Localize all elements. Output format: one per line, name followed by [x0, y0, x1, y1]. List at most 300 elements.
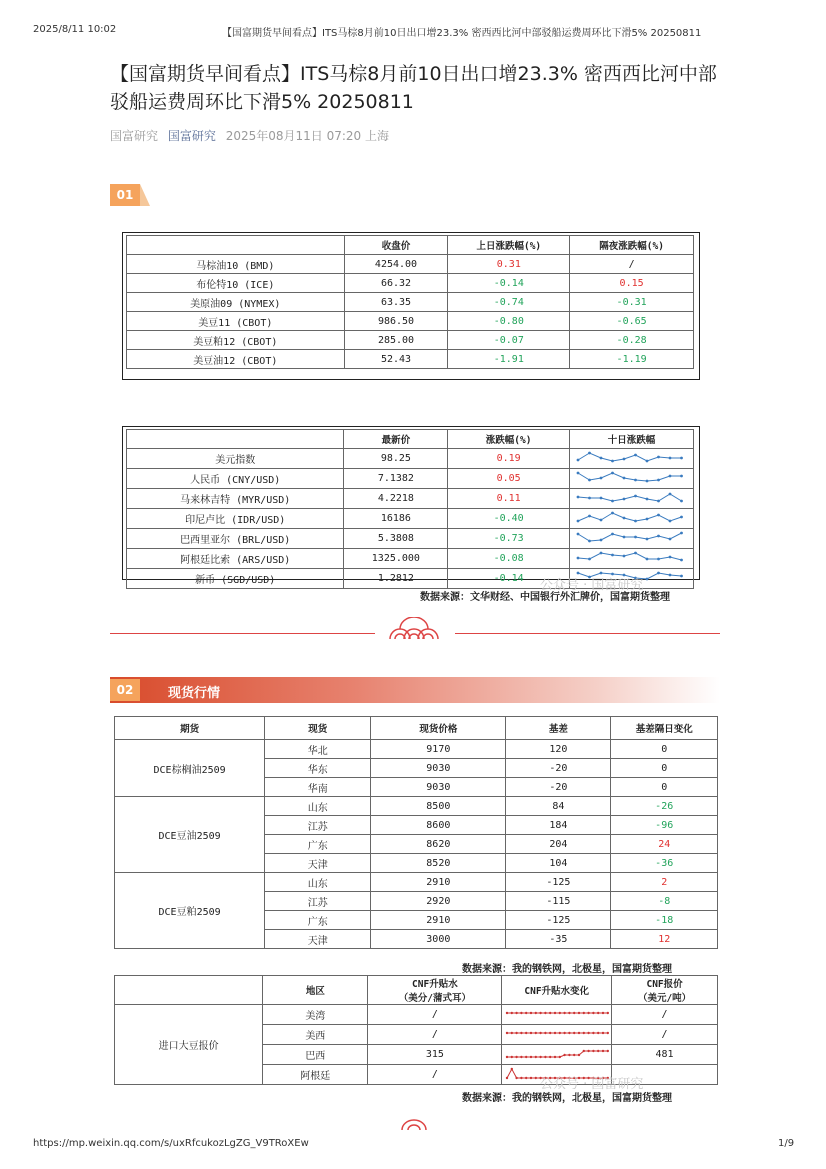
row-label: 美豆11 (CBOT) [127, 312, 345, 331]
sparkline-point [539, 1012, 541, 1014]
sparkline-point [573, 1012, 575, 1014]
sparkline-point [534, 1032, 536, 1034]
row-label: 马来林吉特 (MYR/USD) [127, 489, 344, 509]
row-label: 人民币 (CNY/USD) [127, 469, 344, 489]
sparkline-point [669, 574, 672, 577]
ten-day-sparkline [569, 509, 693, 529]
sparkline-chart [572, 469, 690, 485]
sparkline-point [515, 1056, 517, 1058]
row-label: 布伦特10 (ICE) [127, 274, 345, 293]
sparkline-point [558, 1056, 560, 1058]
sparkline-point [558, 1012, 560, 1014]
basis: -125 [506, 873, 611, 892]
sparkline-point [658, 500, 661, 503]
table-header-row [127, 236, 694, 255]
sparkline-point [549, 1032, 551, 1034]
sparkline-chart [504, 1025, 610, 1041]
soybean-import-table [114, 975, 718, 1085]
sparkline-point [506, 1032, 508, 1034]
sparkline-point [623, 477, 626, 480]
close-price: 986.50 [344, 312, 448, 331]
region: 华北 [265, 740, 371, 759]
latest-price: 4.2218 [344, 489, 448, 509]
basis: 184 [506, 816, 611, 835]
sparkline-point [681, 475, 684, 478]
sparkline-point [669, 538, 672, 541]
header-cell: 十日涨跌幅 [569, 430, 693, 449]
print-datetime: 2025/8/11 10:02 [33, 24, 117, 35]
ten-day-sparkline [569, 549, 693, 569]
watermark: 公众号 · 国富研究 [540, 1077, 644, 1092]
change-prev-day: -0.07 [448, 331, 570, 350]
ten-day-sparkline [569, 529, 693, 549]
spot-price-table [114, 716, 718, 949]
header-cell [115, 976, 263, 1005]
sparkline-point [549, 1012, 551, 1014]
change-pct: -0.14 [448, 569, 570, 589]
sparkline-point [635, 552, 638, 555]
cnf-premium: / [368, 1005, 502, 1025]
sparkline-point [612, 472, 615, 475]
basis-change: 0 [611, 759, 718, 778]
sparkline-point [515, 1077, 517, 1079]
header-cell: 收盘价 [344, 236, 448, 255]
author: 国富研究 [110, 129, 159, 143]
sparkline-point [658, 456, 661, 459]
sparkline-chart [572, 449, 690, 465]
change-prev-day: -1.91 [448, 350, 570, 369]
cnf-premium: 315 [368, 1045, 502, 1065]
sparkline-point [602, 1050, 604, 1052]
sparkline-line [578, 453, 682, 461]
sparkline-point [589, 452, 592, 455]
row-label: 马棕油10 (BMD) [127, 255, 345, 274]
table-row [127, 255, 694, 274]
sparkline-chart [572, 489, 690, 505]
close-price: 52.43 [344, 350, 448, 369]
sparkline-point [510, 1012, 512, 1014]
sparkline-point [623, 517, 626, 520]
header-cell: CNF升贴水变化 [502, 976, 612, 1005]
table-row [115, 740, 718, 759]
row-label: 印尼卢比 (IDR/USD) [127, 509, 344, 529]
sparkline-chart [504, 1045, 610, 1061]
sparkline-point [612, 512, 615, 515]
sparkline-point [577, 557, 580, 560]
sparkline-point [506, 1056, 508, 1058]
article-meta [110, 127, 389, 144]
section-number: 02 [110, 679, 140, 701]
basis-change: 12 [611, 930, 718, 949]
cnf-premium: / [368, 1025, 502, 1045]
sparkline-chart [504, 1005, 610, 1021]
region: 天津 [265, 930, 371, 949]
basis-change: 24 [611, 835, 718, 854]
spot-price: 8500 [371, 797, 506, 816]
basis: -20 [506, 778, 611, 797]
table-row [127, 529, 694, 549]
cloud-ornament-icon [386, 617, 442, 641]
sparkline-point [623, 555, 626, 558]
sparkline-point [554, 1012, 556, 1014]
sparkline-point [520, 1056, 522, 1058]
header-cell: 现货 [265, 717, 371, 740]
sparkline-point [602, 1012, 604, 1014]
sparkline-point [600, 552, 603, 555]
header-cell: CNF报价 （美元/吨） [612, 976, 718, 1005]
header-cell: 期货 [115, 717, 265, 740]
sparkline-point [515, 1012, 517, 1014]
change-prev-day: -0.74 [448, 293, 570, 312]
region: 美湾 [263, 1005, 368, 1025]
sparkline-point [623, 458, 626, 461]
sparkline-point [520, 1032, 522, 1034]
latest-price: 5.3808 [344, 529, 448, 549]
header-cell: 现货价格 [371, 717, 506, 740]
section-number: 01 [110, 184, 140, 206]
sparkline-point [578, 1032, 580, 1034]
change-overnight: -0.28 [570, 331, 694, 350]
sparkline-point [658, 572, 661, 575]
region: 华东 [265, 759, 371, 778]
sparkline-point [525, 1056, 527, 1058]
spot-price: 9030 [371, 778, 506, 797]
sparkline-point [539, 1056, 541, 1058]
sparkline-point [600, 539, 603, 542]
row-label: 美豆油12 (CBOT) [127, 350, 345, 369]
sparkline-point [530, 1077, 532, 1079]
sparkline-point [525, 1077, 527, 1079]
spot-price: 2920 [371, 892, 506, 911]
sparkline-point [635, 520, 638, 523]
header-cell [127, 236, 345, 255]
premium-change-sparkline [502, 1025, 612, 1045]
header-cell: 地区 [263, 976, 368, 1005]
print-url: https://mp.weixin.qq.com/s/uxRfcukozLgZG_V9TRoXEw [33, 1138, 309, 1149]
table-row [127, 549, 694, 569]
sparkline-point [578, 1012, 580, 1014]
sparkline-point [658, 514, 661, 517]
basis-change: -26 [611, 797, 718, 816]
region: 广东 [265, 911, 371, 930]
sparkline-point [597, 1050, 599, 1052]
row-label: 阿根廷比索 (ARS/USD) [127, 549, 344, 569]
sparkline-point [669, 556, 672, 559]
sparkline-point [646, 460, 649, 463]
ten-day-sparkline [569, 489, 693, 509]
sparkline-point [577, 496, 580, 499]
basis-change: 0 [611, 778, 718, 797]
basis-change: -36 [611, 854, 718, 873]
table-row [115, 873, 718, 892]
sparkline-point [597, 1012, 599, 1014]
table-row [127, 350, 694, 369]
header-cell: 涨跌幅(%) [448, 430, 570, 449]
latest-price: 98.25 [344, 449, 448, 469]
cloud-ornament-icon [400, 1118, 428, 1130]
sparkline-line [578, 494, 682, 501]
basis: 120 [506, 740, 611, 759]
change-pct: 0.11 [448, 489, 570, 509]
sparkline-point [544, 1056, 546, 1058]
sparkline-point [600, 519, 603, 522]
commodity-price-table [126, 235, 694, 369]
row-label: 巴西里亚尔 (BRL/USD) [127, 529, 344, 549]
sparkline-point [600, 477, 603, 480]
sparkline-point [589, 497, 592, 500]
sparkline-chart [572, 549, 690, 565]
sparkline-point [577, 472, 580, 475]
sparkline-point [597, 1032, 599, 1034]
sparkline-point [669, 457, 672, 460]
group-label: DCE豆油2509 [115, 797, 265, 873]
sparkline-point [573, 1032, 575, 1034]
sparkline-line [578, 473, 682, 481]
sparkline-point [635, 536, 638, 539]
region: 美西 [263, 1025, 368, 1045]
sparkline-point [530, 1012, 532, 1014]
sparkline-point [658, 479, 661, 482]
region: 华南 [265, 778, 371, 797]
sparkline-point [589, 479, 592, 482]
close-price: 63.35 [344, 293, 448, 312]
change-overnight: -0.65 [570, 312, 694, 331]
basis: -35 [506, 930, 611, 949]
sparkline-point [589, 515, 592, 518]
data-source: 数据来源：我的钢铁网，北极星，国富期货整理 [462, 1093, 672, 1104]
group-label: DCE豆粕2509 [115, 873, 265, 949]
table-row [127, 312, 694, 331]
sparkline-point [587, 1050, 589, 1052]
table-row [127, 449, 694, 469]
sparkline-point [681, 575, 684, 578]
change-overnight: 0.15 [570, 274, 694, 293]
spot-price: 8520 [371, 854, 506, 873]
sparkline-point [563, 1054, 565, 1056]
sparkline-point [530, 1032, 532, 1034]
region: 山东 [265, 797, 371, 816]
sparkline-point [635, 495, 638, 498]
sparkline-point [669, 475, 672, 478]
table-row [115, 797, 718, 816]
sparkline-point [589, 540, 592, 543]
basis: -125 [506, 911, 611, 930]
close-price: 4254.00 [344, 255, 448, 274]
header-cell: 上日涨跌幅(%) [448, 236, 570, 255]
sparkline-point [612, 460, 615, 463]
change-pct: 0.05 [448, 469, 570, 489]
close-price: 285.00 [344, 331, 448, 350]
section-badge-decoration [140, 184, 150, 206]
table-row [127, 293, 694, 312]
row-label: 新币 (SGD/USD) [127, 569, 344, 589]
sparkline-point [600, 457, 603, 460]
region: 江苏 [265, 816, 371, 835]
cnf-quote: / [612, 1025, 718, 1045]
region: 巴西 [263, 1045, 368, 1065]
sparkline-point [510, 1056, 512, 1058]
sparkline-point [658, 535, 661, 538]
sparkline-point [658, 558, 661, 561]
sparkline-chart [572, 509, 690, 525]
sparkline-point [602, 1032, 604, 1034]
region: 广东 [265, 835, 371, 854]
spot-price: 2910 [371, 873, 506, 892]
sparkline-point [646, 538, 649, 541]
sparkline-point [635, 454, 638, 457]
sparkline-point [568, 1054, 570, 1056]
sparkline-point [623, 536, 626, 539]
basis-change: -96 [611, 816, 718, 835]
sparkline-point [623, 498, 626, 501]
sparkline-point [612, 500, 615, 503]
basis-change: 2 [611, 873, 718, 892]
spot-price: 8600 [371, 816, 506, 835]
ten-day-sparkline [569, 449, 693, 469]
sparkline-point [582, 1012, 584, 1014]
basis: -20 [506, 759, 611, 778]
sparkline-point [592, 1012, 594, 1014]
sparkline-point [681, 559, 684, 562]
data-source: 数据来源：我的钢铁网，北极星，国富期货整理 [462, 964, 672, 975]
close-price: 66.32 [344, 274, 448, 293]
header-cell: 基差隔日变化 [611, 717, 718, 740]
cnf-quote: 481 [612, 1045, 718, 1065]
sparkline-point [573, 1054, 575, 1056]
change-overnight: / [570, 255, 694, 274]
sparkline-point [582, 1032, 584, 1034]
region: 山东 [265, 873, 371, 892]
table-header-row [115, 717, 718, 740]
sparkline-point [534, 1056, 536, 1058]
sparkline-point [578, 1054, 580, 1056]
sparkline-point [587, 1012, 589, 1014]
latest-price: 1.2812 [344, 569, 448, 589]
spot-price: 9170 [371, 740, 506, 759]
sparkline-point [577, 520, 580, 523]
sparkline-point [554, 1032, 556, 1034]
sparkline-point [563, 1012, 565, 1014]
group-label: 进口大豆报价 [115, 1005, 263, 1085]
basis: -115 [506, 892, 611, 911]
sparkline-point [506, 1077, 508, 1079]
latest-price: 16186 [344, 509, 448, 529]
fx-table [126, 429, 694, 589]
region: 江苏 [265, 892, 371, 911]
spot-price: 8620 [371, 835, 506, 854]
sparkline-point [612, 533, 615, 536]
sparkline-point [592, 1032, 594, 1034]
sparkline-point [506, 1012, 508, 1014]
sparkline-point [612, 554, 615, 557]
latest-price: 1325.000 [344, 549, 448, 569]
table-row [127, 274, 694, 293]
header-cell: 最新价 [344, 430, 448, 449]
watermark: 公众号 · 国富研究 [540, 578, 644, 593]
spot-price: 3000 [371, 930, 506, 949]
sparkline-point [646, 518, 649, 521]
premium-change-sparkline [502, 1005, 612, 1025]
sparkline-line [578, 553, 682, 560]
cnf-premium: / [368, 1065, 502, 1085]
change-overnight: -0.31 [570, 293, 694, 312]
sparkline-point [582, 1050, 584, 1052]
table-row [127, 469, 694, 489]
sparkline-point [600, 497, 603, 500]
basis-change: -18 [611, 911, 718, 930]
sparkline-point [681, 516, 684, 519]
sparkline-point [681, 500, 684, 503]
sparkline-line [578, 533, 682, 541]
sparkline-point [606, 1050, 608, 1052]
table-row [127, 331, 694, 350]
row-label: 美原油09 (NYMEX) [127, 293, 345, 312]
sparkline-point [646, 558, 649, 561]
sparkline-point [646, 498, 649, 501]
header-cell: CNF升贴水 （美分/蒲式耳） [368, 976, 502, 1005]
table-header-row [127, 430, 694, 449]
header-cell: 基差 [506, 717, 611, 740]
spot-price: 2910 [371, 911, 506, 930]
sparkline-point [568, 1032, 570, 1034]
sparkline-point [589, 558, 592, 561]
basis: 204 [506, 835, 611, 854]
sparkline-point [554, 1056, 556, 1058]
sparkline-point [681, 532, 684, 535]
change-overnight: -1.19 [570, 350, 694, 369]
latest-price: 7.1382 [344, 469, 448, 489]
table-row [127, 489, 694, 509]
sparkline-point [577, 533, 580, 536]
sparkline-point [515, 1032, 517, 1034]
section-title: 现货行情 [168, 686, 221, 701]
print-page: 1/9 [778, 1138, 795, 1149]
sparkline-point [549, 1056, 551, 1058]
change-prev-day: 0.31 [448, 255, 570, 274]
sparkline-point [577, 459, 580, 462]
sparkline-point [558, 1032, 560, 1034]
sparkline-point [635, 479, 638, 482]
basis: 104 [506, 854, 611, 873]
ten-day-sparkline [569, 469, 693, 489]
sparkline-point [534, 1012, 536, 1014]
sparkline-point [646, 578, 649, 581]
basis: 84 [506, 797, 611, 816]
sparkline-point [544, 1032, 546, 1034]
change-prev-day: -0.80 [448, 312, 570, 331]
header-cell: 隔夜涨跌幅(%) [570, 236, 694, 255]
sparkline-point [592, 1050, 594, 1052]
sparkline-point [525, 1032, 527, 1034]
sparkline-point [568, 1012, 570, 1014]
sparkline-point [563, 1032, 565, 1034]
sparkline-point [669, 493, 672, 496]
change-prev-day: -0.14 [448, 274, 570, 293]
account-link[interactable]: 国富研究 [167, 129, 216, 143]
sparkline-point [539, 1032, 541, 1034]
publish-date: 2025年08月11日 07:20 [225, 129, 362, 143]
table-row [115, 1005, 718, 1025]
print-title: 【国富期货早间看点】ITS马棕8月前10日出口增23.3% 密西西比河中部驳船运费周环比下滑5% 20250811 [222, 28, 702, 39]
change-pct: -0.08 [448, 549, 570, 569]
divider-line [455, 633, 720, 634]
group-label: DCE棕榈油2509 [115, 740, 265, 797]
region: 天津 [265, 854, 371, 873]
sparkline-point [520, 1077, 522, 1079]
change-pct: 0.19 [448, 449, 570, 469]
region: 阿根廷 [263, 1065, 368, 1085]
premium-change-sparkline [502, 1045, 612, 1065]
